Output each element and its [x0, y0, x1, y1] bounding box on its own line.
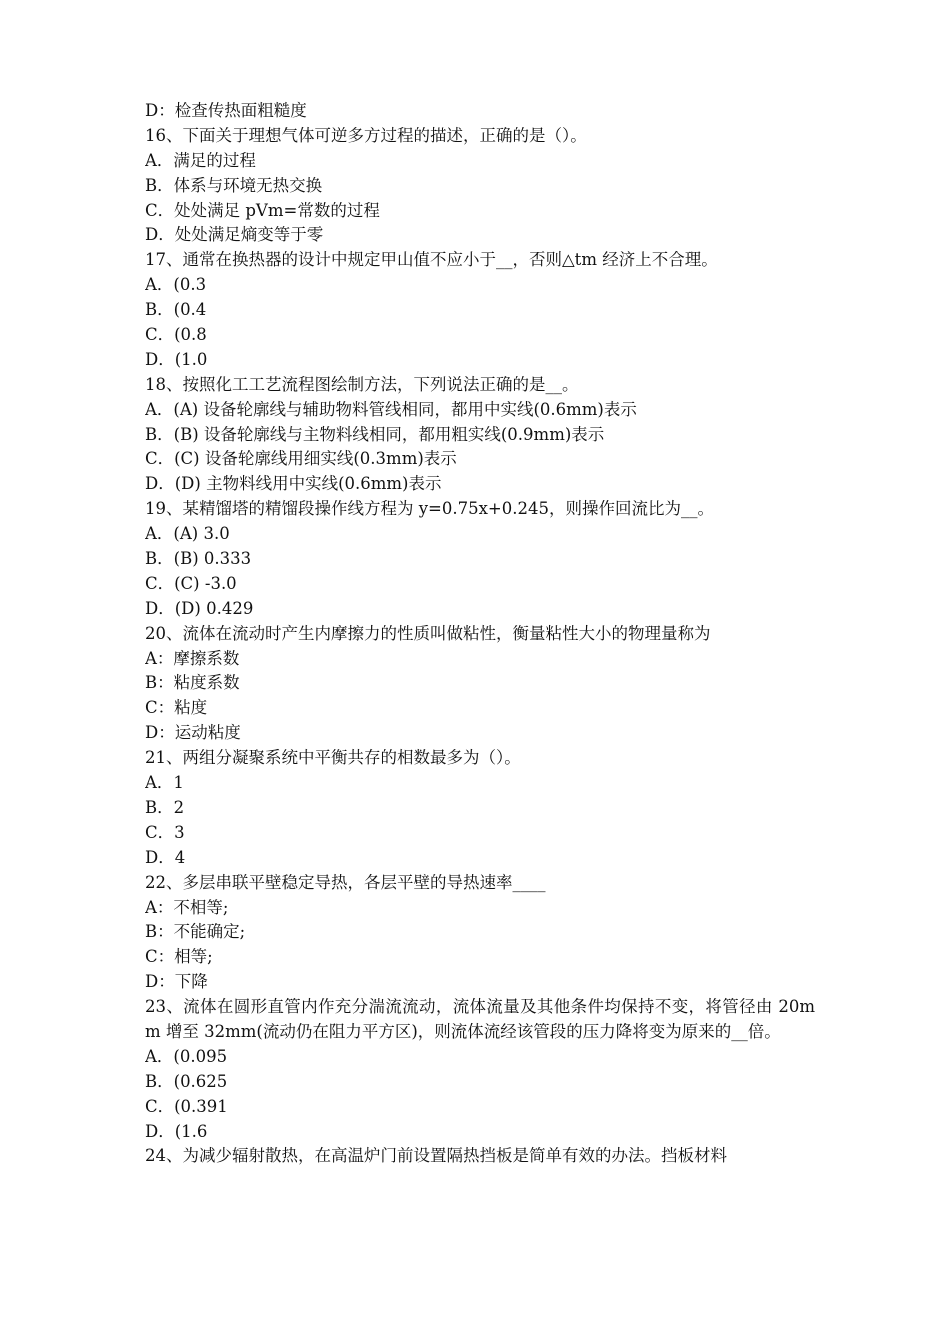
option-line: B：粘度系数 [145, 673, 240, 693]
question-24: 24、为减少辐射散热，在高温炉门前设置隔热挡板是简单有效的办法。挡板材料 [145, 1146, 727, 1166]
option-line: C．(C) 设备轮廓线用细实线(0.3mm)表示 [145, 449, 457, 469]
question-23: 23、流体在圆形直管内作充分湍流流动，流体流量及其他条件均保持不变，将管径由 20mm 增至 32mm(流动仍在阻力平方区)，则流体流经该管段的压力降将变为原来的__倍。 [145, 997, 815, 1041]
question-20: 20、流体在流动时产生内摩擦力的性质叫做粘性，衡量粘性大小的物理量称为 [145, 623, 711, 643]
option-line: A．满足的过程 [145, 150, 256, 170]
option-line: C．(0.391 [145, 1096, 228, 1116]
option-line: A：不相等; [145, 897, 229, 917]
option-line: D．(D) 主物料线用中实线(0.6mm)表示 [145, 474, 442, 494]
option-line: D．4 [145, 847, 186, 867]
option-line: A．1 [145, 773, 184, 793]
option-line: A．(A) 3.0 [145, 524, 230, 544]
option-line: B．(B) 0.333 [145, 549, 252, 569]
option-line: A．(0.095 [145, 1046, 228, 1066]
option-line: A．(0.3 [145, 275, 207, 295]
option-line: D．(1.6 [145, 1121, 208, 1141]
option-line: A：摩擦系数 [145, 648, 240, 668]
text-line: D：检查传热面粗糙度 [145, 101, 307, 120]
option-line: B：不能确定; [145, 922, 246, 942]
option-line: D：运动粘度 [145, 723, 241, 743]
option-line: B．(0.4 [145, 300, 207, 320]
document-page [145, 99, 815, 1169]
option-line: C．(0.8 [145, 325, 207, 345]
question-19: 19、某精馏塔的精馏段操作线方程为 y=0.75x+0.245，则操作回流比为__。 [145, 499, 714, 519]
option-line: B．(B) 设备轮廓线与主物料线相同，都用粗实线(0.9mm)表示 [145, 424, 605, 444]
question-22: 22、多层串联平壁稳定导热，各层平壁的导热速率____ [145, 872, 546, 892]
question-18: 18、按照化工工艺流程图绘制方法，下列说法正确的是__。 [145, 374, 579, 394]
option-line: D：下降 [145, 972, 208, 992]
option-line: A．(A) 设备轮廓线与辅助物料管线相同，都用中实线(0.6mm)表示 [145, 399, 637, 419]
question-21: 21、两组分凝聚系统中平衡共存的相数最多为（）。 [145, 748, 521, 768]
option-line: C：相等; [145, 947, 213, 967]
option-line: C．3 [145, 822, 185, 842]
question-16: 16、下面关于理想气体可逆多方过程的描述，正确的是（）。 [145, 125, 587, 145]
option-line: D．(D) 0.429 [145, 598, 254, 618]
option-line: C．处处满足 pVm=常数的过程 [145, 200, 380, 220]
option-line: B．2 [145, 797, 185, 817]
option-line: B．体系与环境无热交换 [145, 175, 323, 195]
option-line: C．(C) -3.0 [145, 573, 237, 593]
question-17: 17、通常在换热器的设计中规定甲山值不应小于__，否则△tm 经济上不合理。 [145, 250, 718, 270]
option-line: C：粘度 [145, 698, 208, 718]
option-line: D．(1.0 [145, 349, 208, 369]
option-line: D．处处满足熵变等于零 [145, 225, 324, 245]
option-line: B．(0.625 [145, 1071, 228, 1091]
